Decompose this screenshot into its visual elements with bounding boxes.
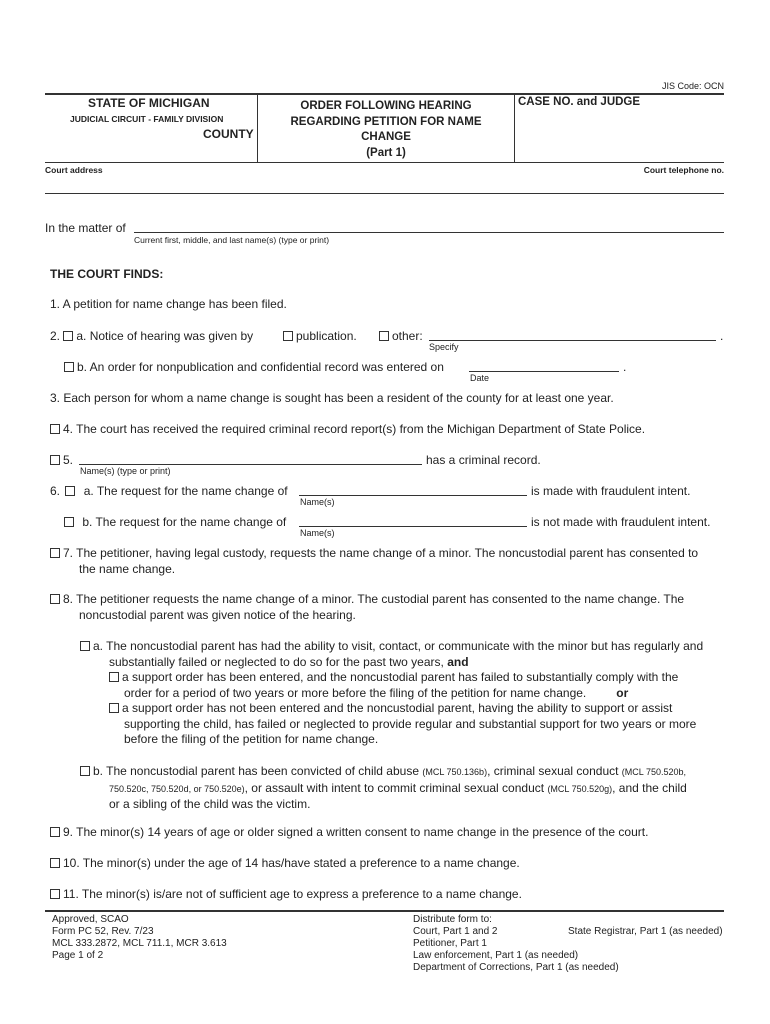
header-top-rule <box>45 93 724 95</box>
item-8-line-1: 8. The petitioner requests the name change of a minor. The custodial parent has consented to the name change. The <box>63 592 685 606</box>
criminal-record-name-field[interactable] <box>79 464 422 465</box>
item-8 <box>50 592 684 623</box>
mcl-child-abuse: (MCL 750.136b) <box>422 767 488 777</box>
item-8a-sub-1-line-2: order for a period of two years or more before the filing of the petition for name change. <box>124 685 587 700</box>
item-2a-publication <box>283 329 357 343</box>
checkbox-10[interactable] <box>50 858 60 868</box>
item-2b <box>64 360 444 374</box>
footer-left <box>52 914 227 962</box>
footer-court: Court, Part 1 and 2 <box>413 926 498 937</box>
mcl-csc-1: (MCL 750.520b, <box>621 767 687 777</box>
item-5-num: 5. <box>63 453 74 467</box>
circuit-label: JUDICIAL CIRCUIT - FAMILY DIVISION <box>70 114 224 124</box>
item-8b-line-1c: , criminal sexual conduct <box>487 764 619 778</box>
item-8b-line-1a: b. The noncustodial parent has been convicted of child abuse <box>93 764 420 778</box>
item-8a-or: or <box>616 685 629 700</box>
footer-approved: Approved, SCAO <box>52 914 129 925</box>
item-8a-line-1: a. The noncustodial parent has had the ability to visit, contact, or communicate with the minor but has regularly and <box>93 639 704 653</box>
footer-law: Law enforcement, Part 1 (as needed) <box>413 950 579 961</box>
checkbox-2b[interactable] <box>64 362 74 372</box>
publication-label: publication. <box>296 329 357 343</box>
mcl-assault: (MCL 750.520g) <box>547 783 613 794</box>
footer-petitioner: Petitioner, Part 1 <box>413 938 487 949</box>
item-2b-text: b. An order for nonpublication and confidential record was entered on <box>77 360 444 374</box>
footer-mcl: MCL 333.2872, MCL 711.1, MCR 3.613 <box>52 938 227 949</box>
court-phone-label: Court telephone no. <box>643 165 724 175</box>
item-6a <box>50 484 288 498</box>
item-7-line-1: 7. The petitioner, having legal custody, requests the name change of a minor. The noncustodial parent has consented to <box>63 546 699 560</box>
item-8b-line-2b: , or assault with intent to commit criminal sexual conduct <box>244 780 545 795</box>
item-11 <box>50 887 522 901</box>
item-10 <box>50 856 520 870</box>
item-2a-text: a. Notice of hearing was given by <box>76 329 254 343</box>
matter-label: In the matter of <box>45 221 126 235</box>
item-6a-text: a. The request for the name change of <box>83 484 288 498</box>
item-2a-other <box>379 329 423 343</box>
item-6b <box>64 515 286 529</box>
period: . <box>623 360 627 374</box>
checkbox-2a[interactable] <box>63 331 73 341</box>
period: . <box>720 329 724 343</box>
item-6b-text: b. The request for the name change of <box>82 515 287 529</box>
title-line-4: (Part 1) <box>366 146 406 159</box>
matter-name-field[interactable] <box>134 232 724 233</box>
court-address-label: Court address <box>45 165 103 175</box>
item-5-sublabel: Name(s) (type or print) <box>80 466 171 476</box>
title-line-1: ORDER FOLLOWING HEARING <box>300 100 472 112</box>
checkbox-11[interactable] <box>50 889 60 899</box>
title-line-2: REGARDING PETITION FOR NAME <box>290 115 482 128</box>
item-3: 3. Each person for whom a name change is sought has been a resident of the county for at least one year. <box>50 391 614 405</box>
item-8b-line-3: or a sibling of the child was the victim. <box>109 797 311 811</box>
item-4 <box>50 422 645 436</box>
checkbox-6b[interactable] <box>64 517 74 527</box>
county-label: COUNTY <box>203 127 254 141</box>
item-8a-sub-2 <box>109 701 696 748</box>
footer-rule <box>45 910 724 912</box>
item-1: 1. A petition for name change has been filed. <box>50 297 287 311</box>
checkbox-8b[interactable] <box>80 766 90 776</box>
item-6a-names-label: Name(s) <box>300 497 335 507</box>
checkbox-8[interactable] <box>50 594 60 604</box>
fraudulent-name-field[interactable] <box>299 495 527 496</box>
checkbox-9[interactable] <box>50 827 60 837</box>
item-8a <box>80 639 703 670</box>
footer-page: Page 1 of 2 <box>52 950 104 961</box>
checkbox-8a-sub-2[interactable] <box>109 703 119 713</box>
form-title <box>258 99 514 161</box>
footer-registrar: State Registrar, Part 1 (as needed) <box>568 926 723 937</box>
jis-code: JIS Code: OCN <box>661 81 724 91</box>
item-10-text: 10. The minor(s) under the age of 14 has/have stated a preference to a name change. <box>63 856 520 870</box>
checkbox-4[interactable] <box>50 424 60 434</box>
item-8-line-2: noncustodial parent was given notice of the hearing. <box>79 607 356 622</box>
header-divider-2 <box>514 94 515 163</box>
item-6b-tail: is not made with fraudulent intent. <box>531 515 711 529</box>
item-6-num: 6. <box>50 484 61 498</box>
footer-distribute: Distribute form to: <box>413 914 492 925</box>
item-9 <box>50 825 648 839</box>
date-label: Date <box>470 373 490 383</box>
item-2-num: 2. <box>50 329 61 343</box>
header-bottom-rule <box>45 162 724 163</box>
item-8a-line-2: substantially failed or neglected to do so for the past two years, <box>109 654 444 669</box>
checkbox-6a[interactable] <box>65 486 75 496</box>
court-address-field[interactable] <box>45 193 724 194</box>
item-8a-sub-2-line-1: a support order has not been entered and the noncustodial parent, having the ability to support or assist <box>122 701 673 715</box>
item-8a-sub-2-line-3: before the filing of the petition for name change. <box>124 732 379 746</box>
item-8a-and: and <box>447 654 469 669</box>
item-8b-line-2d: , and the child <box>612 780 687 795</box>
checkbox-8a-sub-1[interactable] <box>109 672 119 682</box>
checkbox-8a[interactable] <box>80 641 90 651</box>
item-8b <box>80 764 687 813</box>
item-7-line-2: the name change. <box>79 561 176 576</box>
footer-distribution <box>413 914 619 974</box>
footer-corrections: Department of Corrections, Part 1 (as needed) <box>413 962 619 973</box>
specify-label: Specify <box>429 342 459 352</box>
matter-sublabel: Current first, middle, and last name(s) (type or print) <box>134 235 330 245</box>
case-no-label: CASE NO. and JUDGE <box>518 96 641 108</box>
checkbox-7[interactable] <box>50 548 60 558</box>
item-6b-names-label: Name(s) <box>300 528 335 538</box>
item-8a-sub-2-line-2: supporting the child, has failed or neglected to provide regular and substantial support for two years or more <box>124 716 697 731</box>
item-8a-sub-1 <box>109 670 678 701</box>
order-date-field[interactable] <box>469 371 619 372</box>
footer-form-number: Form PC 52, Rev. 7/23 <box>52 926 154 937</box>
item-5 <box>50 453 73 467</box>
checkbox-5[interactable] <box>50 455 60 465</box>
item-7 <box>50 546 698 577</box>
checkbox-publication[interactable] <box>283 331 293 341</box>
findings-title: THE COURT FINDS: <box>50 267 164 281</box>
item-8a-sub-1-line-1: a support order has been entered, and the noncustodial parent has failed to substantially comply with the <box>122 670 679 684</box>
item-4-text: 4. The court has received the required criminal record report(s) from the Michigan Department of State Police. <box>63 422 646 436</box>
item-11-text: 11. The minor(s) is/are not of sufficient age to express a preference to a name change. <box>63 887 522 901</box>
non-fraudulent-name-field[interactable] <box>299 526 527 527</box>
item-9-text: 9. The minor(s) 14 years of age or older signed a written consent to name change in the presence of the court. <box>63 825 649 839</box>
mcl-csc-2: 750.520c, 750.520d, or 750.520e) <box>109 783 245 794</box>
other-label: other: <box>392 329 423 343</box>
item-2a <box>50 329 253 343</box>
item-5-tail: has a criminal record. <box>426 453 541 467</box>
checkbox-other[interactable] <box>379 331 389 341</box>
title-line-3: CHANGE <box>361 131 411 143</box>
item-6a-tail: is made with fraudulent intent. <box>531 484 691 498</box>
state-name: STATE OF MICHIGAN <box>88 96 210 110</box>
other-specify-field[interactable] <box>429 340 716 341</box>
